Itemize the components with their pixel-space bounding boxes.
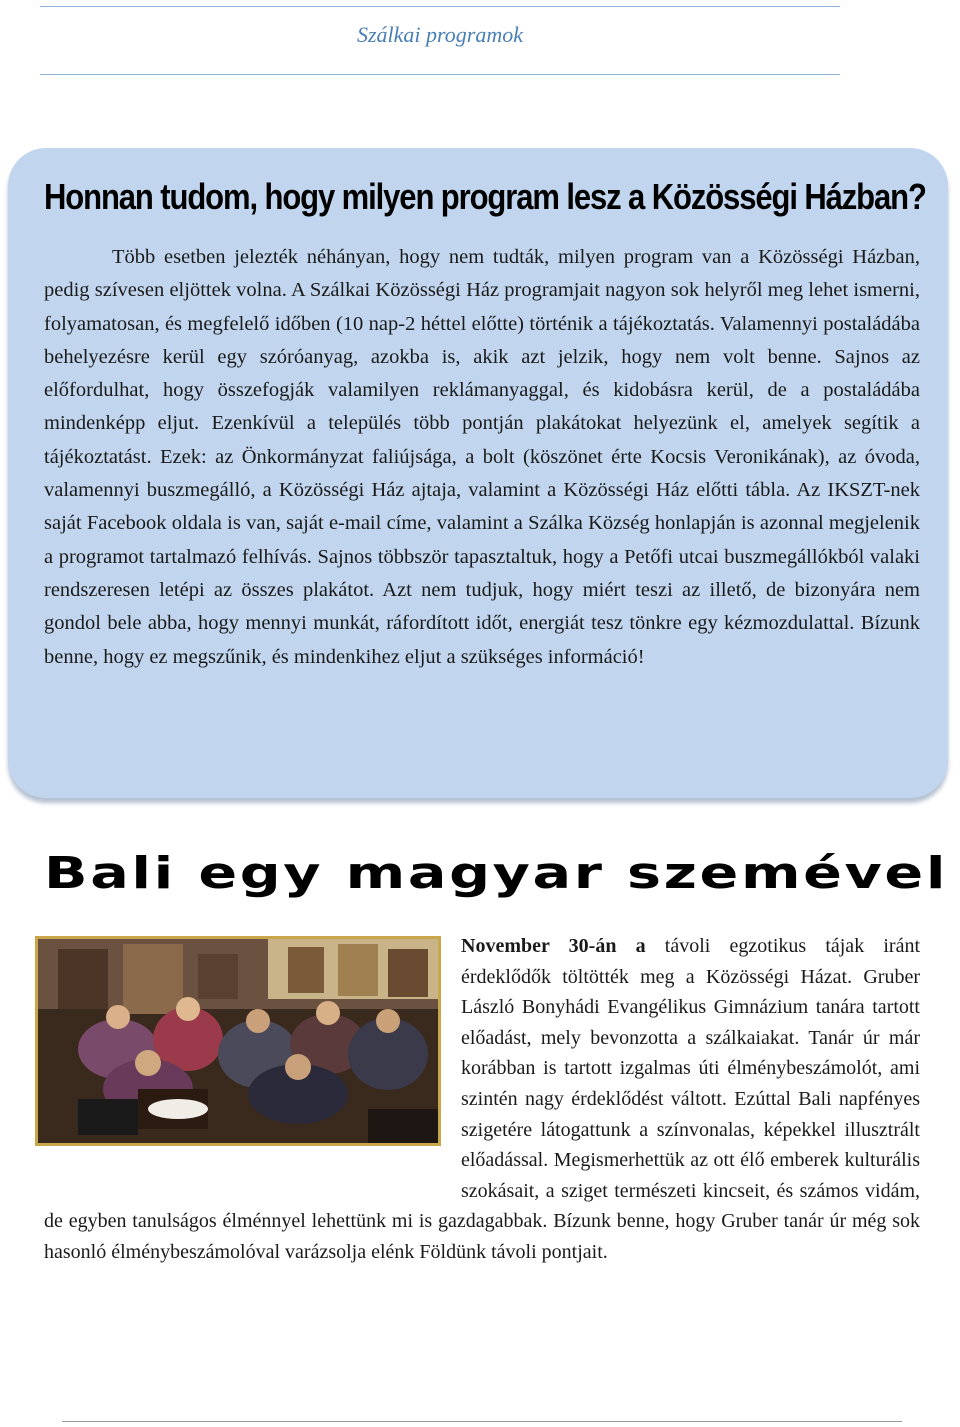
photo-wrap-spacer — [44, 931, 461, 1176]
article1-title: Honnan tudom, hogy milyen program lesz a Közösségi Házban? — [44, 176, 926, 218]
article2-body-paragraph — [44, 931, 920, 1268]
article2-lead: November 30-án a — [461, 935, 646, 957]
footer-rule — [62, 1421, 902, 1422]
article1-body: Több esetben jelezték néhányan, hogy nem tudták, milyen program van a Közösségi Házban, pedig szívesen eljöttek volna. A Szálkai Közösségi Ház programjait nagyon sok helyről meg lehet ismerni, folyamatosan, és megfelelő időben (10 nap-2 héttel előtte) történik a tájékoztatás. Valamennyi postaládába behelyezésre kerül egy szóróanyag, azokba is, akik azt jelzik, hogy nem volt benne. Sajnos az előfordulhat, hogy összefogják valamilyen reklámanyaggal, és kidobásra kerül, de a postaládába mindenképp eljut. Ezenkívül a település több pontján plakátokat helyezünk el, amelyek segítik a tájékoztatást. Ezek: az Önkormányzat faliújsága, a bolt (köszönet érte Kocsis Veronikának), az óvoda, valamennyi buszmegálló, a Közösségi Ház ajtaja, valamint a Közösségi Ház előtti tábla. Az IKSZT-nek saját Facebook oldala is van, saját e-mail címe, valamint a Szálka Község honlapján is azonnal megjelenik a programot tartalmazó felhívás. Sajnos többször tapasztaltuk, hogy a Petőfi utcai buszmegállókból valaki rendszeresen letépi az összes plakátot. Azt nem tudjuk, hogy miért teszi az illető, de bizonyára nem gondol bele abba, hogy mennyi munkát, ráfordított időt, energiát tesz tönkre egy kézmozdulattal. Bízunk benne, hogy ez megszűnik, és mindenkihez eljut a szükséges információ! — [44, 246, 920, 668]
article1-body-paragraph — [44, 241, 920, 674]
header-rule-bottom — [40, 74, 840, 75]
running-header: Szálkai programok — [356, 22, 523, 47]
article2-title: Bali egy magyar szemével — [44, 848, 949, 899]
header-rule-top — [40, 6, 840, 7]
article2-body: távoli egzotikus tájak iránt érdeklődők töltötték meg a Közösségi Házat. Gruber László Bonyhádi Evangélikus Gimnázium tanára tartott előadást, mely bevonzotta a szálkaiakat. Tanár úr már korábban is tartott izgalmas úti élménybeszámolót, ami szintén nagy érdeklődést váltott. Ezúttal Bali napfényes szigetére látogattunk a színvonalas, képekkel illusztrált előadással. Megismerhettük az ott élő emberek kulturális szokásait, a sziget természeti kincseit, és számos vidám, de egyben tanulságos élménnyel lehettünk mi is gazdagabbak. Bízunk benne, hogy Gruber tanár úr még sok hasonló élménybeszámolóval varázsolja elénk Földünk távoli pontjait. — [44, 935, 921, 1263]
